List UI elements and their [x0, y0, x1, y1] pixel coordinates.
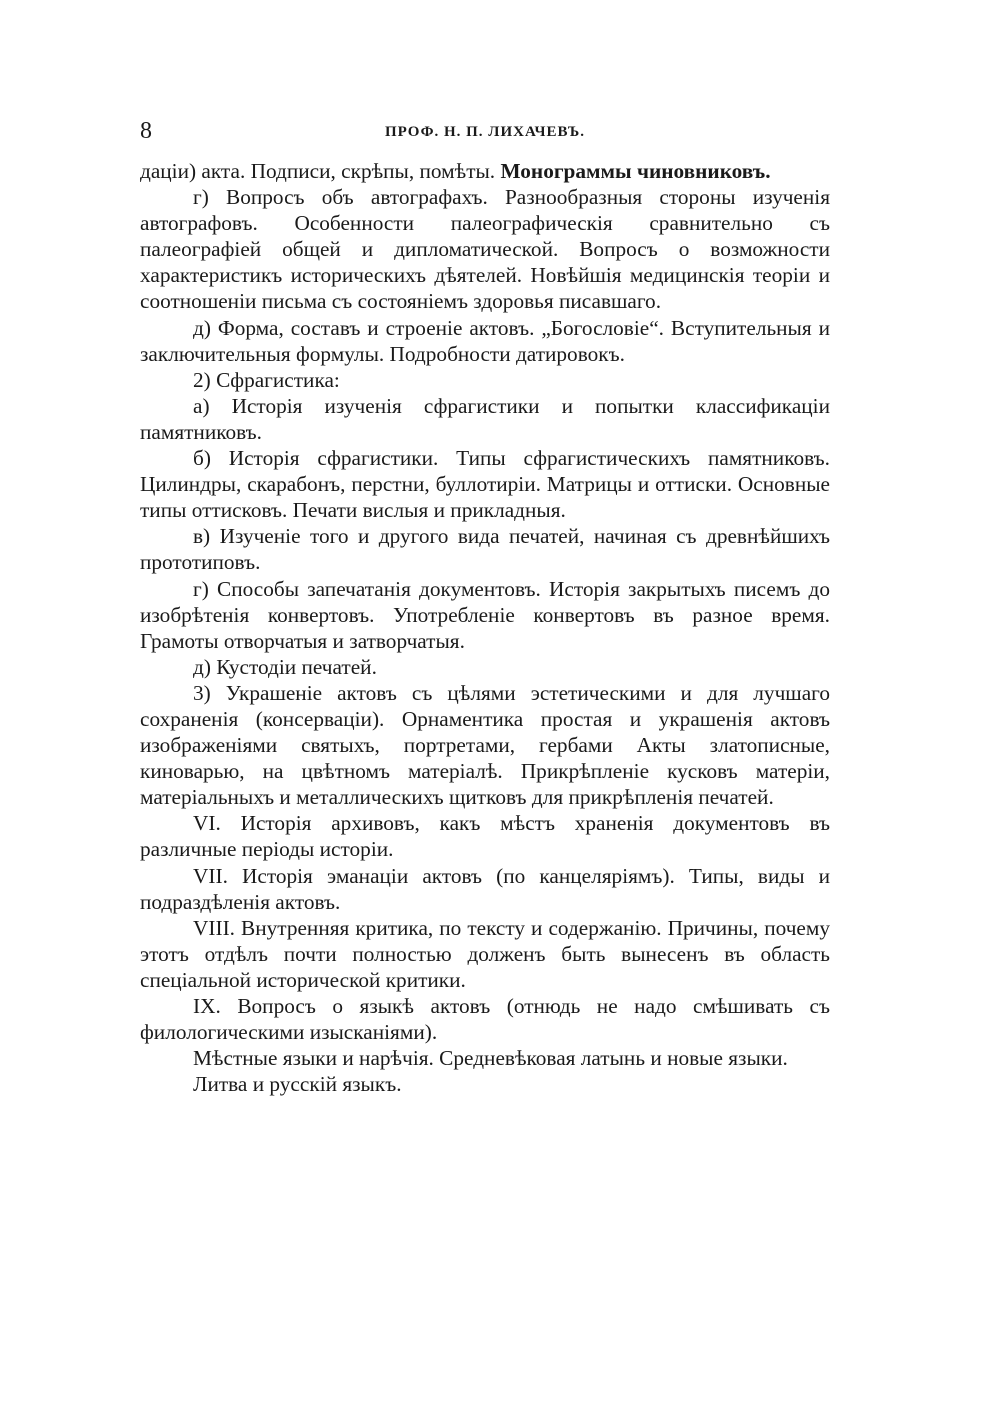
paragraph: 3) Украшеніе актовъ съ цѣлями эстетическими и для лучшаго сохраненія (консерваціи). Орнаментика простая и украшенія актовъ изображеніями святыхъ, портретами, гербами Акты златописные, киноварью, на цвѣтномъ матеріалѣ. Прикрѣпленіе кусковъ матеріи, матеріальныхъ и металлическихъ щитковъ для прикрѣпленія печатей.	[140, 680, 830, 810]
paragraph: д) Форма, составъ и строеніе актовъ. „Богословіе“. Вступительныя и заключительныя формулы. Подробности датировокъ.	[140, 315, 830, 366]
bold-phrase: Монограммы чиновниковъ.	[500, 159, 771, 183]
section-heading: 2) Сфрагистика:	[193, 367, 340, 392]
running-title: ПРОФ. Н. П. ЛИХАЧЕВЪ.	[385, 124, 585, 140]
page-header	[140, 118, 830, 158]
book-page	[140, 118, 830, 1097]
paragraph: б) Исторія сфрагистики. Типы сфрагистическихъ памятниковъ. Цилиндры, скарабонъ, перстни, буллотиріи. Матрицы и оттиски. Основные типы оттисковъ. Печати вислыя и прикладныя.	[140, 446, 830, 523]
paragraph: г) Вопросъ объ автографахъ. Разнообразныя стороны изученія автографовъ. Особенности палеографическія сравнительно съ палеографіей общей и дипломатической. Вопросъ о возможности характеристикъ историческихъ дѣятелей. Новѣйшія медицинскія теоріи и соотношеніи письма съ состояніемъ здоровья писавшаго.	[140, 185, 830, 314]
paragraph: VI. Исторія архивовъ, какъ мѣстъ храненія документовъ въ различные періоды исторіи.	[140, 811, 830, 862]
paragraph: г) Способы запечатанія документовъ. Исторія закрытыхъ писемъ до изобрѣтенія конвертовъ. Употребленіе конвертовъ въ разное время. Грамоты отворчатыя и затворчатыя.	[140, 576, 830, 653]
paragraph: Литва и русскій языкъ.	[193, 1072, 402, 1097]
paragraph: в) Изученіе того и другого вида печатей, начиная съ древнѣйшихъ прототиповъ.	[140, 524, 830, 575]
paragraph: VII. Исторія эманаціи актовъ (по канцеляріямъ). Типы, виды и подраздѣленія актовъ.	[140, 863, 830, 914]
paragraph: Мѣстные языки и нарѣчія. Средневѣковая латынь и новые языки.	[193, 1046, 788, 1071]
paragraph	[140, 158, 830, 184]
paragraph: а) Исторія изученія сфрагистики и попытки классификаціи памятниковъ.	[140, 393, 830, 444]
body-text	[140, 158, 830, 1097]
paragraph-text: даціи) акта. Подписи, скрѣпы, помѣты.	[140, 159, 501, 183]
paragraph: VIII. Внутренняя критика, по тексту и содержанію. Причины, почему этотъ отдѣлъ почти полностью долженъ быть вынесенъ въ область спеціальной исторической критики.	[140, 915, 830, 992]
page-number: 8	[140, 118, 152, 144]
paragraph: IX. Вопросъ о языкѣ актовъ (отнюдь не надо смѣшивать съ филологическими изысканіями).	[140, 994, 830, 1045]
paragraph: д) Кустодіи печатей.	[193, 654, 377, 679]
